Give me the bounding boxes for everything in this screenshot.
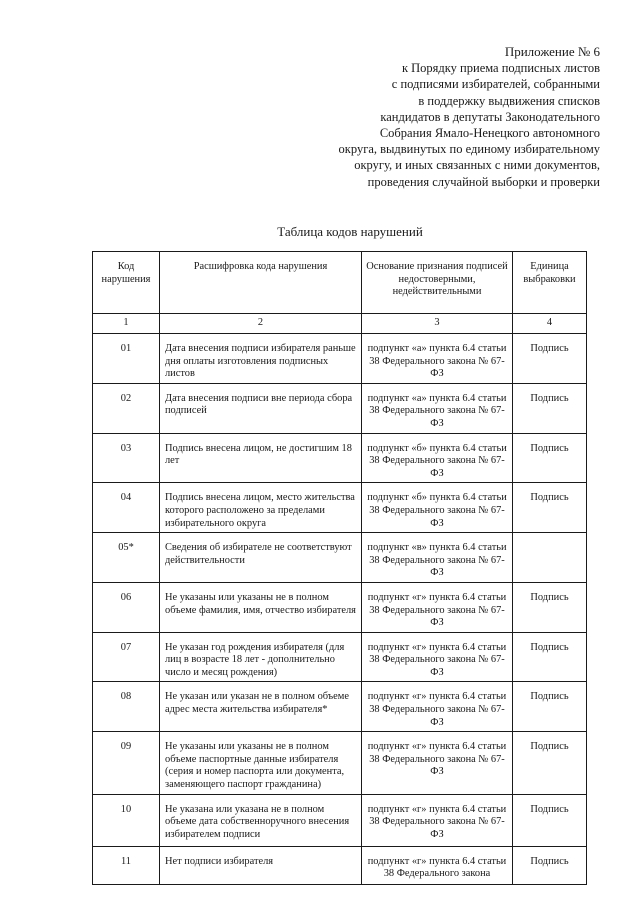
violation-codes-table bbox=[92, 251, 587, 885]
violation-description: Подпись внесена лицом, не достигшим 18 лет bbox=[160, 433, 362, 483]
violation-code: 08 bbox=[93, 682, 160, 732]
table-row bbox=[93, 433, 587, 483]
appendix-line: округа, выдвинутых по единому избирательному bbox=[338, 142, 600, 157]
rejection-unit: Подпись bbox=[513, 483, 587, 533]
violation-basis: подпункт «г» пункта 6.4 статьи 38 Федерального закона bbox=[362, 846, 513, 884]
rejection-unit: Подпись bbox=[513, 632, 587, 682]
appendix-line: к Порядку приема подписных листов bbox=[401, 61, 600, 76]
violation-description: Не указаны или указаны не в полном объеме фамилия, имя, отчество избирателя bbox=[160, 582, 362, 632]
violation-basis: подпункт «в» пункта 6.4 статьи 38 Федерального закона № 67-ФЗ bbox=[362, 533, 513, 583]
column-header-code: Код нарушения bbox=[93, 252, 160, 314]
column-number: 2 bbox=[160, 314, 362, 334]
column-number: 4 bbox=[513, 314, 587, 334]
rejection-unit bbox=[513, 533, 587, 583]
violation-description: Дата внесения подписи избирателя раньше дня оплаты изготовления подписных листов bbox=[160, 334, 362, 384]
violation-basis: подпункт «г» пункта 6.4 статьи 38 Федерального закона № 67-ФЗ bbox=[362, 632, 513, 682]
table-row bbox=[93, 334, 587, 384]
column-number-row bbox=[93, 314, 587, 334]
violation-description: Не указаны или указаны не в полном объеме паспортные данные избирателя (серия и номер паспорта или документа, заменяющего паспорт гражданина) bbox=[160, 732, 362, 794]
table-row bbox=[93, 582, 587, 632]
violation-basis: подпункт «г» пункта 6.4 статьи 38 Федерального закона № 67-ФЗ bbox=[362, 794, 513, 846]
table-row bbox=[93, 383, 587, 433]
violation-basis: подпункт «а» пункта 6.4 статьи 38 Федерального закона № 67-ФЗ bbox=[362, 334, 513, 384]
table-row bbox=[93, 483, 587, 533]
violation-code: 01 bbox=[93, 334, 160, 384]
violation-code: 05* bbox=[93, 533, 160, 583]
violation-code: 07 bbox=[93, 632, 160, 682]
violation-basis: подпункт «а» пункта 6.4 статьи 38 Федерального закона № 67-ФЗ bbox=[362, 383, 513, 433]
appendix-line: кандидатов в депутаты Законодательного bbox=[380, 109, 600, 124]
violation-basis: подпункт «г» пункта 6.4 статьи 38 Федерального закона № 67-ФЗ bbox=[362, 582, 513, 632]
column-header-basis: Основание признания подписей недостоверными, недействительными bbox=[362, 252, 513, 314]
appendix-line: Собрания Ямало-Ненецкого автономного bbox=[379, 126, 600, 141]
violation-description: Не указана или указана не в полном объеме дата собственноручного внесения избирателем подписи bbox=[160, 794, 362, 846]
rejection-unit: Подпись bbox=[513, 794, 587, 846]
violation-description: Нет подписи избирателя bbox=[160, 846, 362, 884]
violation-code: 11 bbox=[93, 846, 160, 884]
appendix-header bbox=[260, 44, 600, 190]
column-header-description: Расшифровка кода нарушения bbox=[160, 252, 362, 314]
table-row bbox=[93, 794, 587, 846]
appendix-number: Приложение № 6 bbox=[504, 44, 600, 59]
appendix-line: округу, и иных связанных с ними документов, bbox=[354, 158, 600, 173]
table-row bbox=[93, 846, 587, 884]
appendix-line: с подписями избирателей, собранными bbox=[391, 77, 600, 92]
rejection-unit: Подпись bbox=[513, 334, 587, 384]
table-header-row bbox=[93, 252, 587, 314]
rejection-unit: Подпись bbox=[513, 732, 587, 794]
violation-code: 04 bbox=[93, 483, 160, 533]
rejection-unit: Подпись bbox=[513, 846, 587, 884]
violation-description: Не указан или указан не в полном объеме адрес места жительства избирателя* bbox=[160, 682, 362, 732]
rejection-unit: Подпись bbox=[513, 383, 587, 433]
violation-description: Подпись внесена лицом, место жительства которого расположено за пределами избирательного округа bbox=[160, 483, 362, 533]
violation-basis: подпункт «б» пункта 6.4 статьи 38 Федерального закона № 67-ФЗ bbox=[362, 433, 513, 483]
rejection-unit: Подпись bbox=[513, 582, 587, 632]
appendix-line: в поддержку выдвижения списков bbox=[418, 93, 600, 108]
violation-basis: подпункт «г» пункта 6.4 статьи 38 Федерального закона № 67-ФЗ bbox=[362, 682, 513, 732]
violation-description: Не указан год рождения избирателя (для лиц в возрасте 18 лет - дополнительно число и месяц рождения) bbox=[160, 632, 362, 682]
violation-code: 10 bbox=[93, 794, 160, 846]
column-number: 3 bbox=[362, 314, 513, 334]
table-row bbox=[93, 732, 587, 794]
table-row bbox=[93, 533, 587, 583]
rejection-unit: Подпись bbox=[513, 682, 587, 732]
table-row bbox=[93, 682, 587, 732]
rejection-unit: Подпись bbox=[513, 433, 587, 483]
violation-basis: подпункт «г» пункта 6.4 статьи 38 Федерального закона № 67-ФЗ bbox=[362, 732, 513, 794]
violation-code: 02 bbox=[93, 383, 160, 433]
table-row bbox=[93, 632, 587, 682]
column-number: 1 bbox=[93, 314, 160, 334]
violation-basis: подпункт «б» пункта 6.4 статьи 38 Федерального закона № 67-ФЗ bbox=[362, 483, 513, 533]
violation-description: Дата внесения подписи вне периода сбора подписей bbox=[160, 383, 362, 433]
table-title: Таблица кодов нарушений bbox=[277, 224, 423, 239]
violation-description: Сведения об избирателе не соответствуют действительности bbox=[160, 533, 362, 583]
violation-code: 03 bbox=[93, 433, 160, 483]
column-header-unit: Единица выбраковки bbox=[513, 252, 587, 314]
violation-code: 06 bbox=[93, 582, 160, 632]
appendix-line: проведения случайной выборки и проверки bbox=[367, 174, 600, 189]
violation-code: 09 bbox=[93, 732, 160, 794]
